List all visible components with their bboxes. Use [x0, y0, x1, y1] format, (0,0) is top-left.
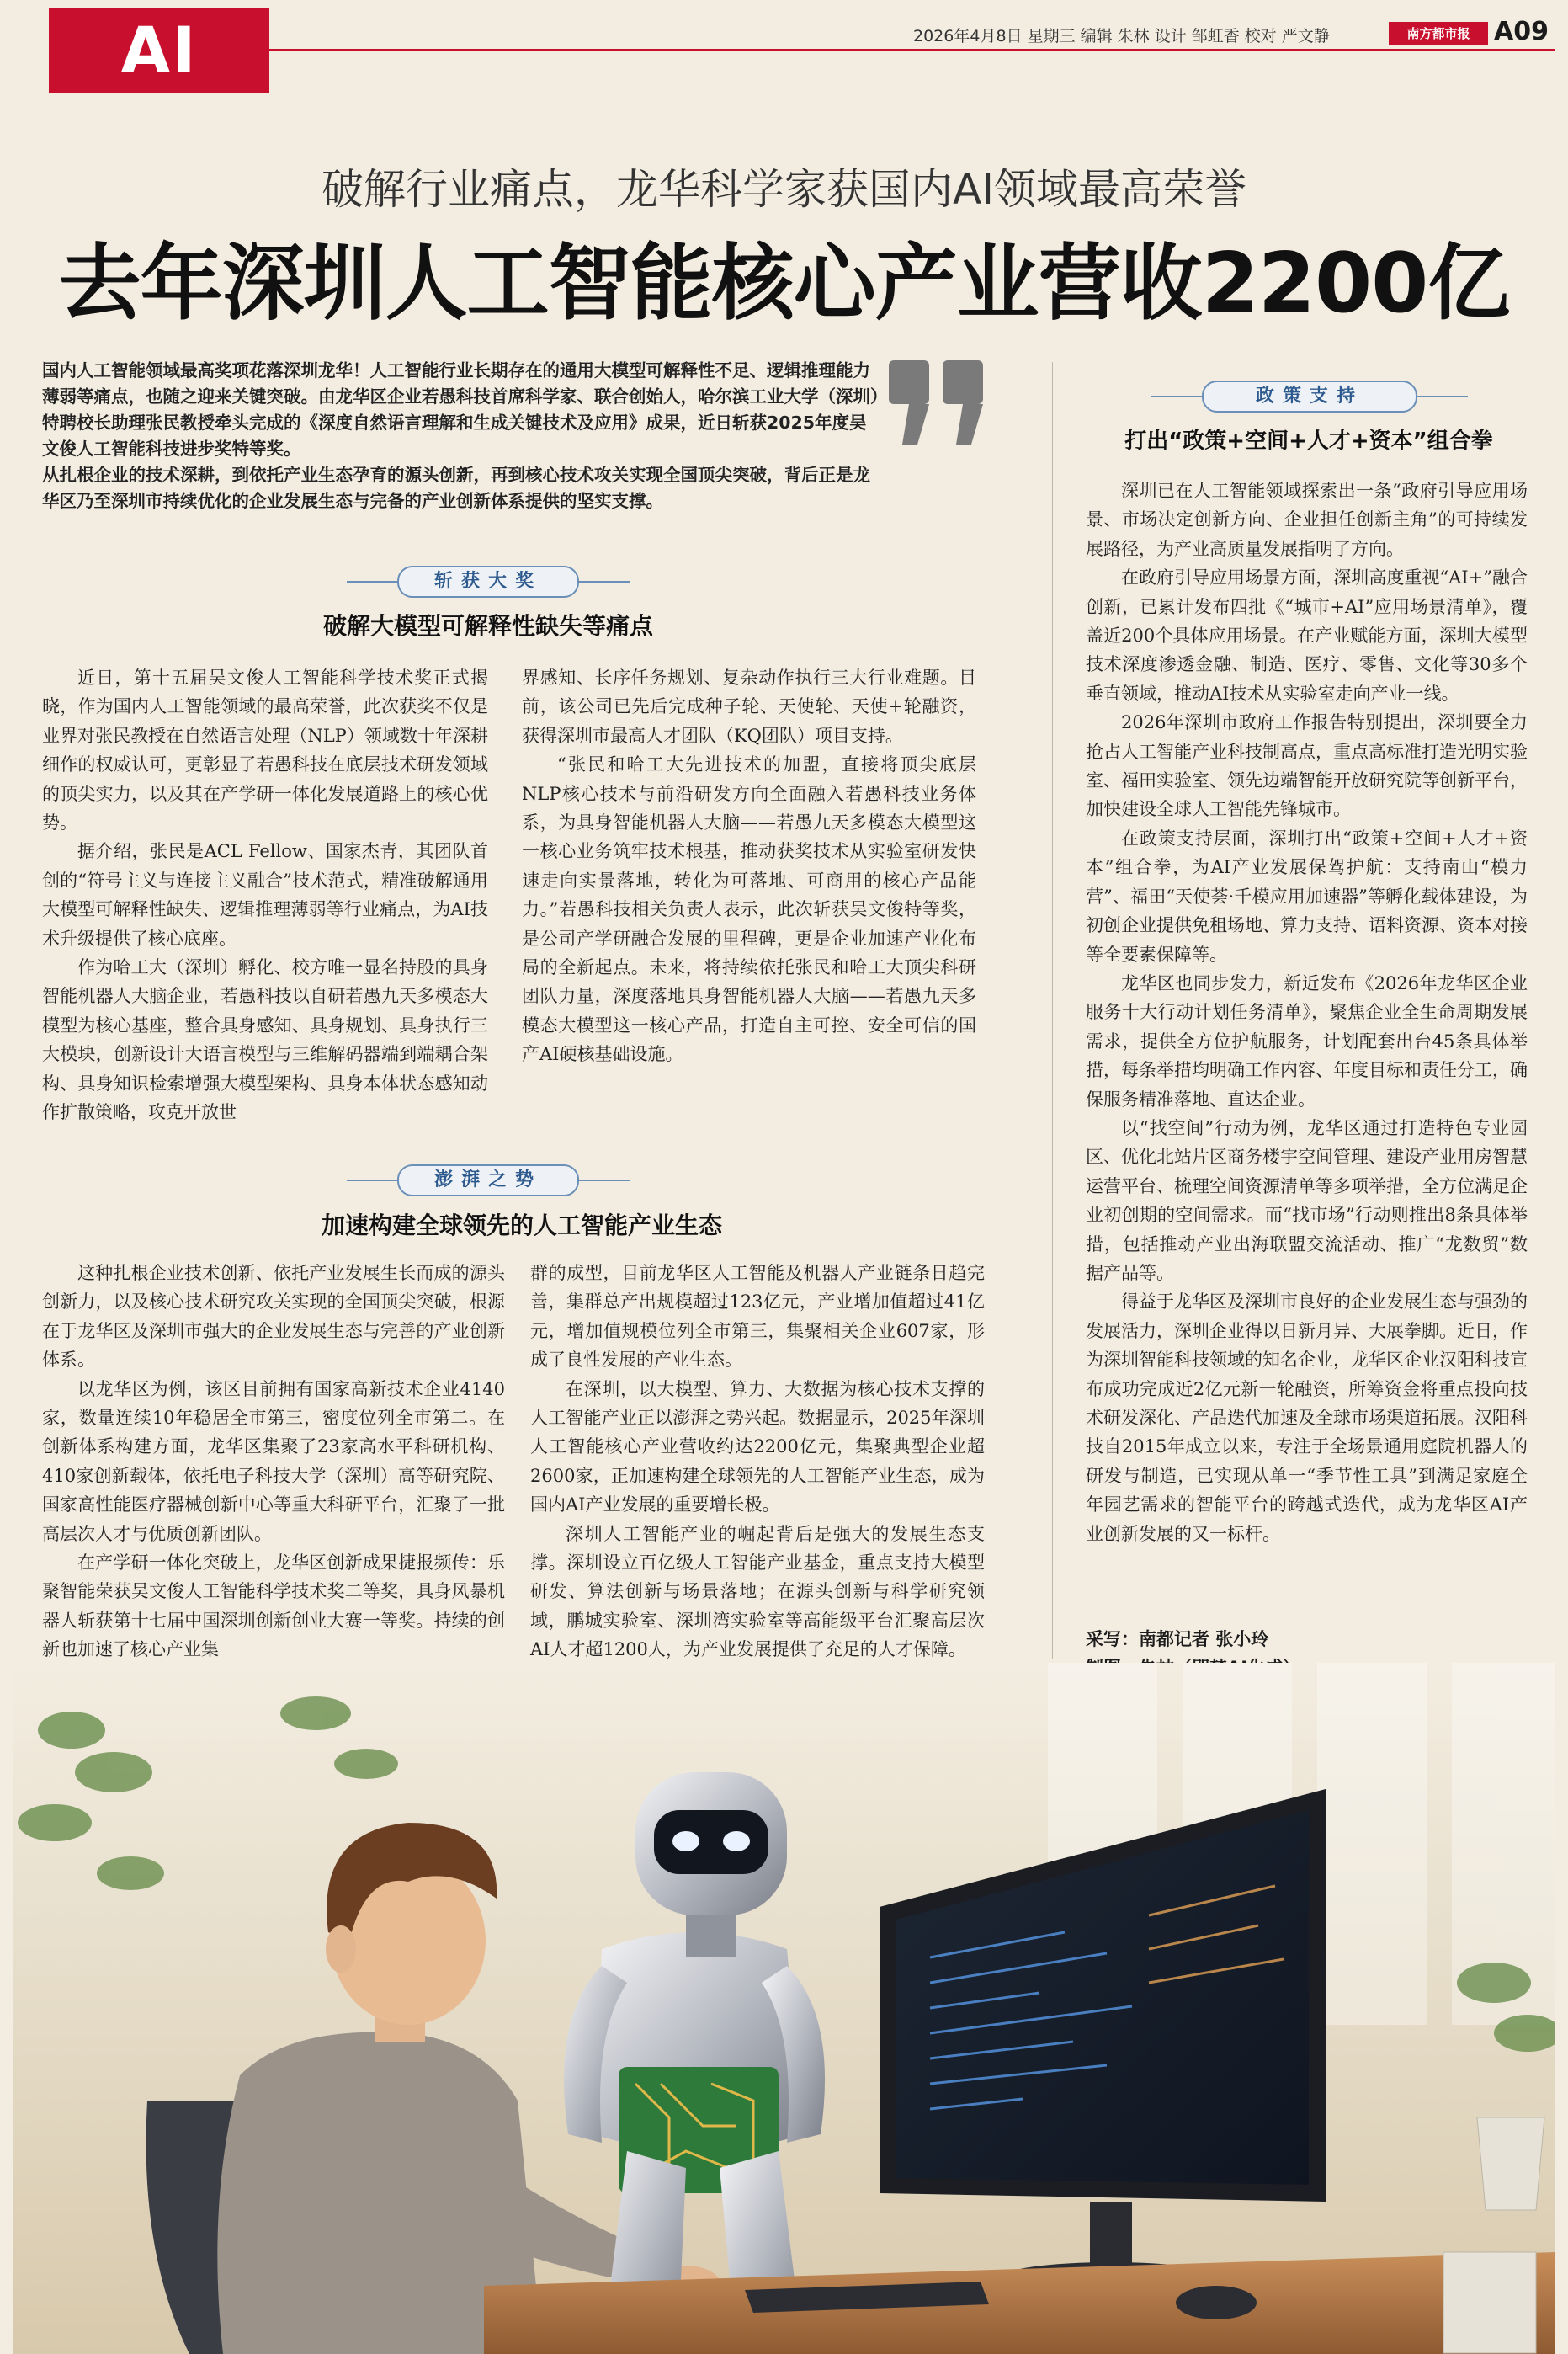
- intro-paragraph: 国内人工智能领域最高奖项花落深圳龙华！人工智能行业长期存在的通用大模型可解释性不足、逻辑推理能力薄弱等痛点，也随之迎来关键突破。由龙华区企业若愚科技首席科学家、联合创始人，哈尔滨工业大学（深圳）特聘校长助理张民教授牵头完成的《深度自然语言理解和生成关键技术及应用》成果，近日斩获2025年度吴文俊人工智能科技进步奖特等奖。: [42, 360, 880, 459]
- intro-paragraph: 从扎根企业的技术深耕，到依托产业生态孕育的源头创新，再到核心技术攻关实现全国顶尖突破，背后正是龙华区乃至深圳市持续优化的企业发展生态与完备的产业创新体系提供的坚实支撑。: [42, 465, 870, 511]
- intro-lead: [42, 358, 884, 514]
- paragraph: 作为哈工大（深圳）孵化、校方唯一显名持股的具身智能机器人大脑企业，若愚科技以自研若愚九天多模态大模型为核心基座，整合具身感知、具身规划、具身执行三大模块，创新设计大语言模型与三维解码器端到端耦合架构、具身知识检索增强大模型架构、具身本体状态感知动作扩散策略，攻克开放世: [42, 957, 488, 1123]
- header-rule: [49, 49, 1555, 51]
- paragraph: 近日，第十五届吴文俊人工智能科学技术奖正式揭晓，作为国内人工智能领域的最高荣誉，此次获奖不仅是业界对张民教授在自然语言处理（NLP）领域数十年深耕细作的权威认可，更彰显了若愚科技在底层技术研发领域的顶尖实力，以及其在产学研一体化发展道路上的核心优势。: [42, 668, 488, 833]
- section-label-policy: 政策支持: [1202, 381, 1417, 413]
- paragraph: 界感知、长序任务规划、复杂动作执行三大行业难题。目前，该公司已先后完成种子轮、天使轮、天使+轮融资，获得深圳市最高人才团队（KQ团队）项目支持。: [522, 668, 976, 746]
- award-column-2: [522, 663, 976, 1069]
- column-divider: [1052, 362, 1053, 1659]
- illustration-ai-robot-workspace: [13, 1663, 1555, 2354]
- section-label-surge: 澎湃之势: [397, 1164, 579, 1196]
- paragraph: 群的成型，目前龙华区人工智能及机器人产业链条日趋完善，集群总产出规模超过123亿元，产业增加值超过41亿元，增加值规模位列全市第三，集聚相关企业607家，形成了良性发展的产业生态。: [530, 1263, 985, 1371]
- surge-column-1: [42, 1259, 505, 1664]
- award-column-1: [42, 663, 488, 1127]
- section-title-surge: 加速构建全球领先的人工智能产业生态: [321, 1212, 722, 1239]
- quote-icon: [884, 354, 993, 455]
- paragraph: 在深圳，以大模型、算力、大数据为核心技术支撑的人工智能产业正以澎湃之势兴起。数据显示，2025年深圳人工智能核心产业营收约达2200亿元，集聚典型企业超2600家，正加速构建全球领先的人工智能产业生态，成为国内AI产业发展的重要增长极。: [530, 1378, 985, 1515]
- section-title-policy: 打出“政策+空间+人才+资本”组合拳: [1124, 429, 1493, 454]
- paragraph: 在产学研一体化突破上，龙华区创新成果捷报频传：乐聚智能荣获吴文俊人工智能科学技术奖二等奖，具身风暴机器人斩获第十七届中国深圳创新创业大赛一等奖。持续的创新也加速了核心产业集: [42, 1552, 505, 1660]
- paragraph: 在政策支持层面，深圳打出“政策+空间+人才+资本”组合拳，为AI产业发展保驾护航：支持南山“模力营”、福田“天使荟·千模应用加速器”等孵化载体建设，为初创企业提供免租场地、算力支持、语料资源、资本对接等全要素保障等。: [1086, 828, 1528, 965]
- paragraph: 以“找空间”行动为例，龙华区通过打造特色专业园区、优化北站片区商务楼宇空间管理、建设产业用房智慧运营平台、梳理空间资源清单等多项举措，全方位满足企业初创期的空间需求。而“找市场”行动则推出8条具体举措，包括推动产业出海联盟交流活动、推广“龙数贸”数据产品等。: [1086, 1117, 1528, 1283]
- paragraph: 据介绍，张民是ACL Fellow、国家杰青，其团队首创的“符号主义与连接主义融合”技术范式，精准破解通用大模型可解释性缺失、逻辑推理薄弱等行业痛点，为AI技术升级提供了核心底座。: [42, 841, 488, 949]
- paragraph: 2026年深圳市政府工作报告特别提出，深圳要全力抢占人工智能产业科技制高点，重点高标准打造光明实验室、福田实验室、领先边端智能开放研究院等创新平台，加快建设全球人工智能先锋城市。: [1086, 712, 1528, 820]
- paragraph: “张民和哈工大先进技术的加盟，直接将顶尖底层NLP核心技术与前沿研发方向全面融入若愚科技业务体系，为具身智能机器人大脑——若愚九天多模态大模型这一核心业务筑牢技术根基，推动获奖技术从实验室研发快速走向实景落地，转化为可落地、可商用的核心产品能力。”若愚科技相关负责人表示，此次斩获吴文俊特等奖，是公司产学研融合发展的里程碑，更是企业加速产业化布局的全新起点。未来，将持续依托张民和哈工大顶尖科研团队力量，深度落地具身智能机器人大脑——若愚九天多模态大模型这一核心产品，打造自主可控、安全可信的国产AI硬核基础设施。: [522, 754, 976, 1065]
- paragraph: 深圳人工智能产业的崛起背后是强大的发展生态支撑。深圳设立百亿级人工智能产业基金，重点支持大模型研发、算法创新与场景落地；在源头创新与科学研究领域，鹏城实验室、深圳湾实验室等高能级平台汇聚高层次AI人才超1200人，为产业发展提供了充足的人才保障。: [530, 1523, 985, 1660]
- section-label-award: 斩获大奖: [397, 566, 579, 598]
- issue-info: 2026年4月8日 星期三 编辑 朱林 设计 邹虹香 校对 严文静: [913, 27, 1330, 45]
- policy-column: [1086, 477, 1528, 1548]
- paragraph: 以龙华区为例，该区目前拥有国家高新技术企业4140家，数量连续10年稳居全市第三，密度位列全市第二。在创新体系构建方面，龙华区集聚了23家高水平科研机构、410家创新载体，依托电子科技大学（深圳）高等研究院、国家高性能医疗器械创新中心等重大科研平台，汇聚了一批高层次人才与优质创新团队。: [42, 1378, 505, 1544]
- reporter-credit: 采写：南都记者 张小玲: [1086, 1629, 1269, 1649]
- surge-column-2: [530, 1259, 985, 1664]
- subheadline: 破解行业痛点，龙华科学家获国内AI领域最高荣誉: [322, 165, 1246, 214]
- section-title-award: 破解大模型可解释性缺失等痛点: [322, 612, 653, 640]
- section-badge: AI: [49, 8, 269, 93]
- paragraph: 在政府引导应用场景方面，深圳高度重视“AI+”融合创新，已累计发布四批《“城市+AI”应用场景清单》，覆盖近200个具体应用场景。在产业赋能方面，深圳大模型技术深度渗透金融、制造、医疗、零售、文化等30多个垂直领域，推动AI技术从实验室走向产业一线。: [1086, 567, 1528, 704]
- masthead-logo: 南方都市报: [1389, 22, 1488, 45]
- paragraph: 龙华区也同步发力，新近发布《2026年龙华区企业服务十大行动计划任务清单》，聚焦企业全生命周期发展需求，提供全方位护航服务，计划配套出台45条具体举措，每条举措均明确工作内容、年度目标和责任分工，确保服务精准落地、直达企业。: [1086, 972, 1528, 1110]
- page-number: A09: [1494, 17, 1549, 46]
- paragraph: 这种扎根企业技术创新、依托产业发展生长而成的源头创新力，以及核心技术研究攻关实现的全国顶尖突破，根源在于龙华区及深圳市强大的企业发展生态与完善的产业创新体系。: [42, 1263, 505, 1371]
- headline: 去年深圳人工智能核心产业营收2200亿: [58, 236, 1510, 332]
- paragraph: 得益于龙华区及深圳市良好的企业发展生态与强劲的发展活力，深圳企业得以日新月异、大展拳脚。近日，作为深圳智能科技领域的知名企业，龙华区企业汉阳科技宣布成功完成近2亿元新一轮融资，所筹资金将重点投向技术研发深化、产品迭代加速及全球市场渠道拓展。汉阳科技自2015年成立以来，专注于全场景通用庭院机器人的研发与制造，已实现从单一“季节性工具”到满足家庭全年园艺需求的智能平台的跨越式迭代，成为龙华区AI产业创新发展的又一标杆。: [1086, 1292, 1528, 1544]
- paragraph: 深圳已在人工智能领域探索出一条“政府引导应用场景、市场决定创新方向、企业担任创新主角”的可持续发展路径，为产业高质量发展指明了方向。: [1086, 481, 1528, 559]
